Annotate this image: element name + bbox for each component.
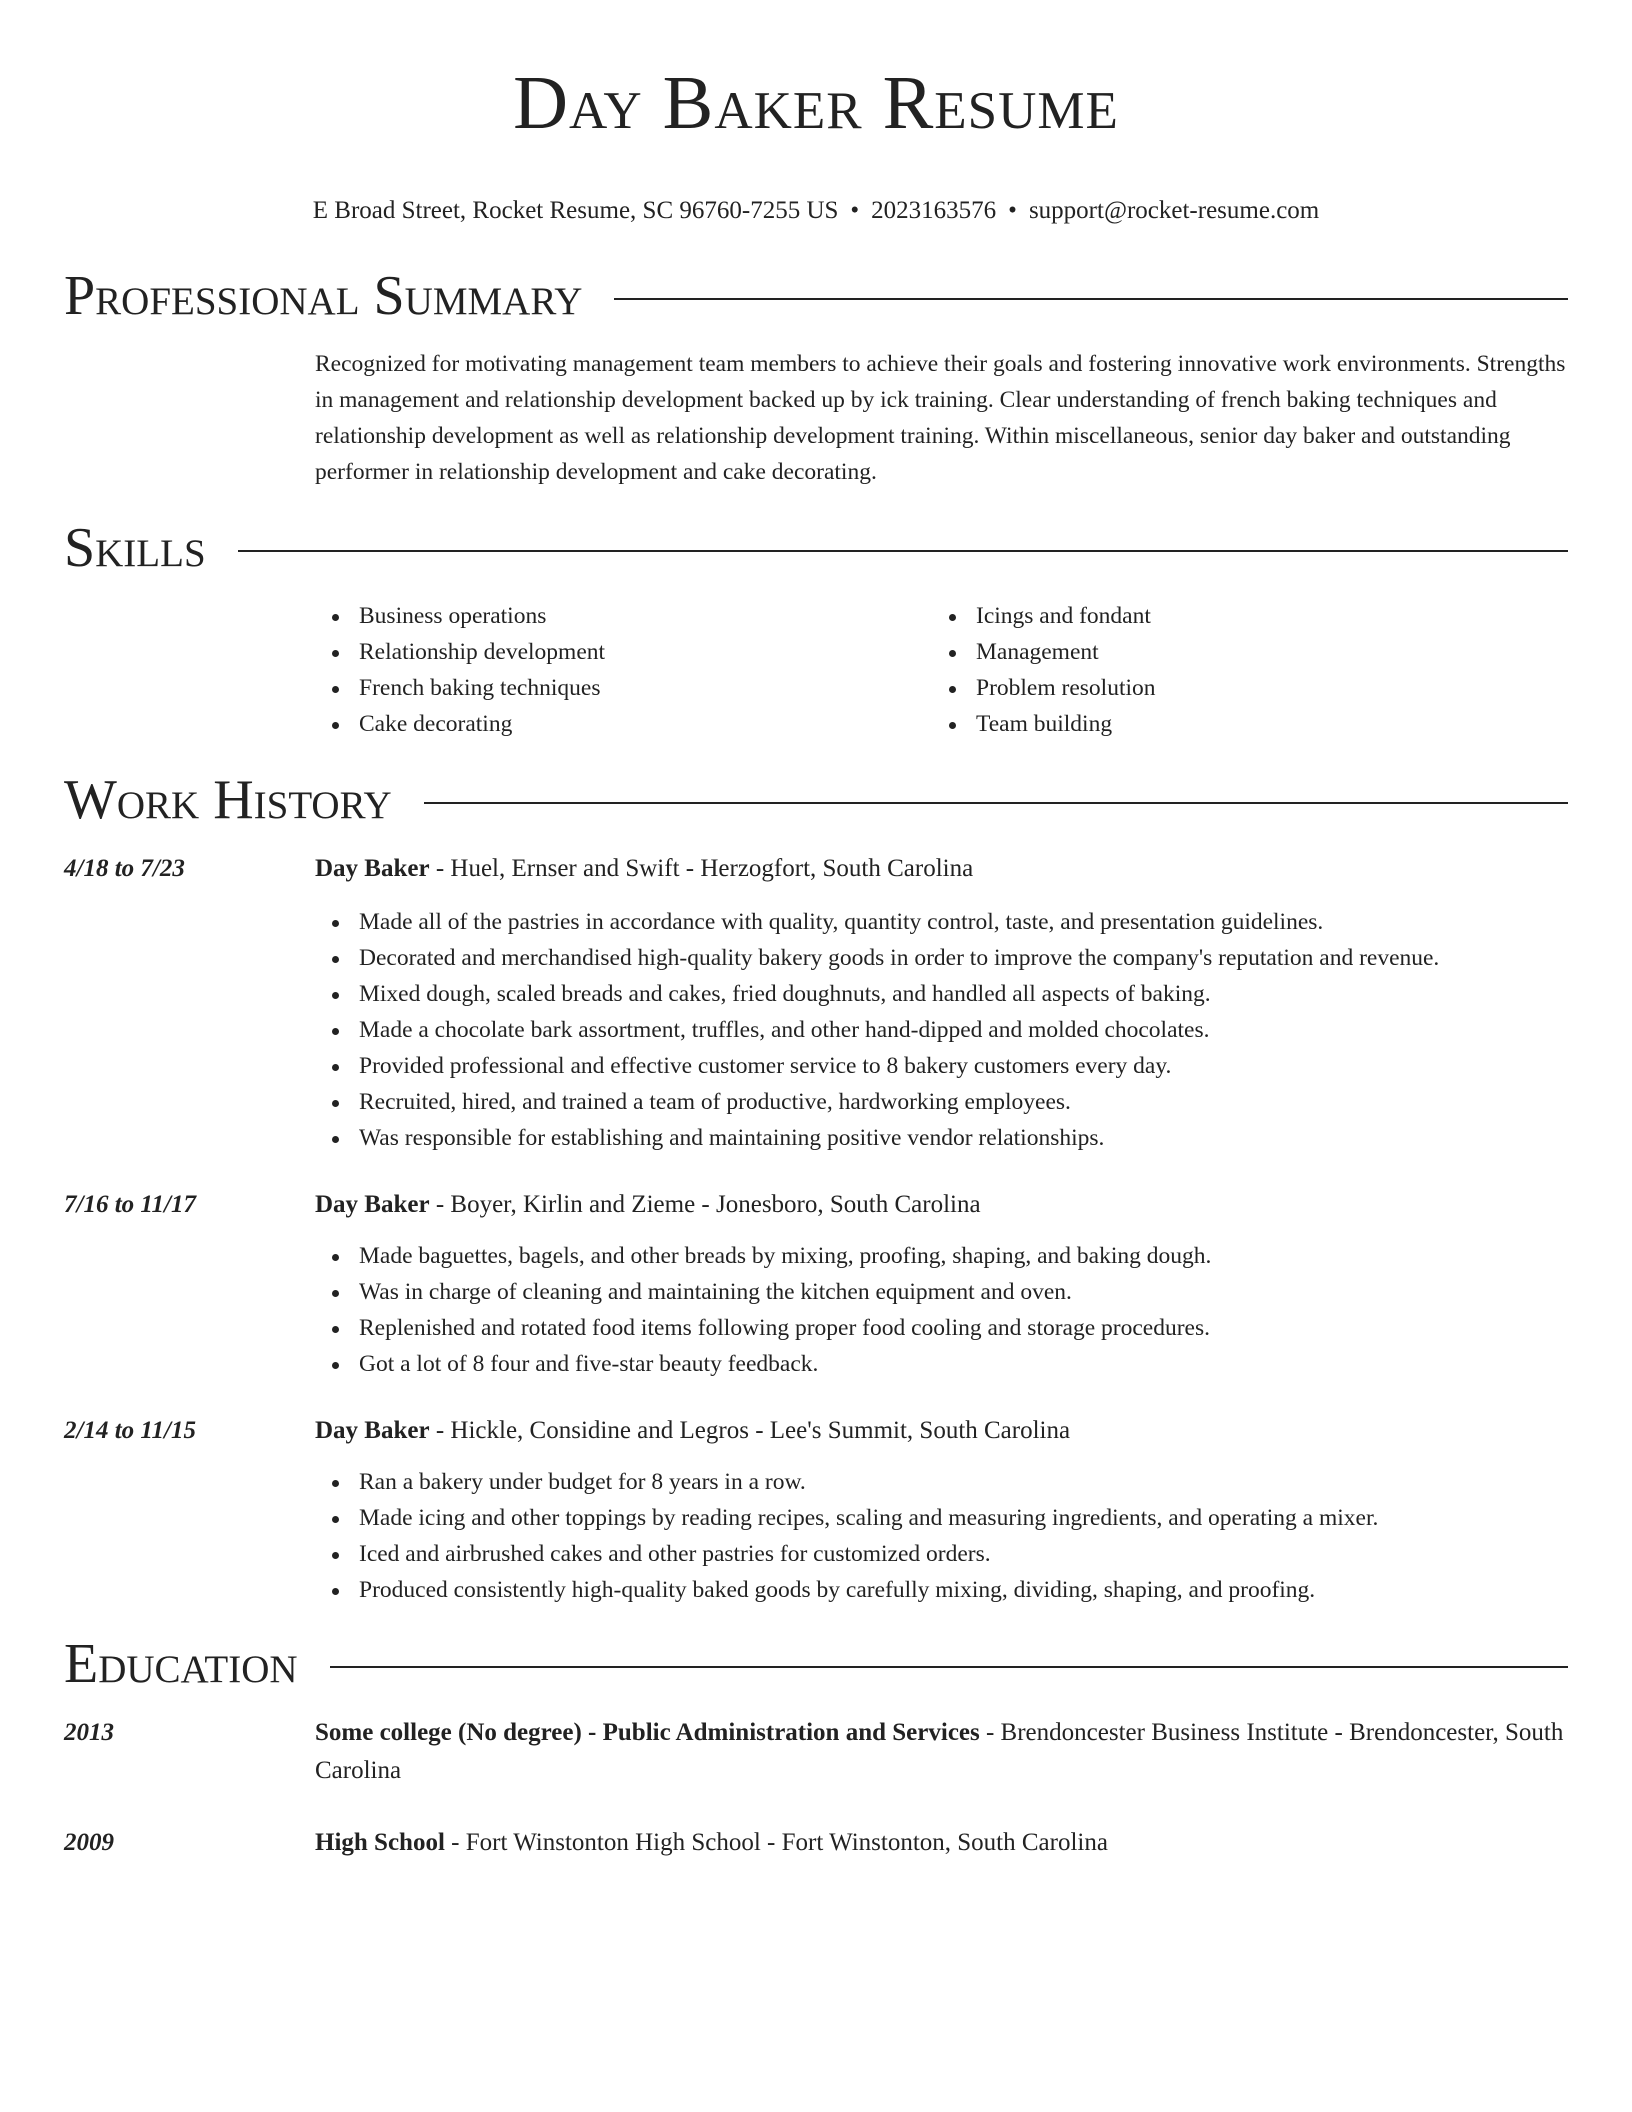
- job-employer: - Hickle, Considine and Legros - Lee's Summit, South Carolina: [429, 1417, 1071, 1444]
- job-bullet: Mixed dough, scaled breads and cakes, fried doughnuts, and handled all aspects of baking.: [315, 976, 1568, 1012]
- job-date: 7/16 to 11/17: [64, 1191, 196, 1218]
- resume-name: Day Baker Resume: [513, 61, 1119, 145]
- job-role: Day Baker: [315, 855, 430, 882]
- contact-email: support@rocket-resume.com: [1028, 197, 1320, 224]
- job-title-line: [315, 1412, 1568, 1450]
- summary-section-header: [64, 264, 1568, 328]
- contact-line: [64, 196, 1568, 226]
- resume-page: [64, 0, 1568, 1862]
- education-title-line: [315, 1824, 1568, 1862]
- education-section-header: [64, 1632, 1568, 1696]
- education-degree: Some college (No degree) - Public Administration and Services: [315, 1719, 980, 1746]
- job-date: 2/14 to 11/15: [64, 1417, 196, 1444]
- skill-item: Icings and fondant: [932, 598, 1549, 634]
- job-bullet: Iced and airbrushed cakes and other pastries for customized orders.: [315, 1536, 1568, 1572]
- education-school: - Fort Winstonton High School - Fort Winstonton, South Carolina: [444, 1829, 1108, 1856]
- skill-item: Problem resolution: [932, 670, 1549, 706]
- skill-item: Management: [932, 634, 1549, 670]
- job-details: [315, 850, 1568, 1156]
- work-section-header: [64, 768, 1568, 832]
- section-divider: [330, 1666, 1568, 1668]
- skill-item: Team building: [932, 706, 1549, 742]
- job-bullet: Got a lot of 8 four and five-star beauty feedback.: [315, 1346, 1568, 1382]
- job-bullet: Replenished and rotated food items following proper food cooling and storage procedures.: [315, 1310, 1568, 1346]
- job-date: 4/18 to 7/23: [64, 855, 185, 882]
- section-title-skills: Skills: [64, 517, 206, 579]
- job-bullets: [315, 1464, 1568, 1608]
- summary-text: Recognized for motivating management team members to achieve their goals and fostering innovative work environments. Strengths in management and relationship development backed up by ick training. Clear understanding of french baking techniques and relationship development as well as relationship development training. Within miscellaneous, senior day baker and outstanding performer in relationship development and cake decorating.: [315, 351, 1566, 485]
- education-entry: [64, 1714, 1568, 1790]
- skills-column-right: [932, 598, 1549, 742]
- job-bullet: Made baguettes, bagels, and other breads by mixing, proofing, shaping, and baking dough.: [315, 1238, 1568, 1274]
- contact-separator: •: [850, 197, 860, 224]
- skills-list: [315, 598, 1568, 742]
- job-role: Day Baker: [315, 1417, 430, 1444]
- job-bullet: Made all of the pastries in accordance with quality, quantity control, taste, and presentation guidelines.: [315, 904, 1568, 940]
- section-title-summary: Professional Summary: [64, 265, 583, 327]
- job-bullet: Was responsible for establishing and maintaining positive vendor relationships.: [315, 1120, 1568, 1156]
- education-degree: High School: [315, 1829, 445, 1856]
- section-divider: [424, 802, 1568, 804]
- skill-item: Relationship development: [315, 634, 932, 670]
- job-entry: [64, 1186, 1568, 1382]
- job-details: [315, 1412, 1568, 1608]
- contact-address: E Broad Street, Rocket Resume, SC 96760-7255 US: [312, 197, 839, 224]
- job-role: Day Baker: [315, 1191, 430, 1218]
- education-school: - Brendoncester Business Institute - Brendoncester, South Carolina: [315, 1719, 1564, 1784]
- job-title-line: [315, 850, 1568, 888]
- education-details: [315, 1714, 1568, 1790]
- job-details: [315, 1186, 1568, 1382]
- skills-section-header: [64, 516, 1568, 580]
- job-bullets: [315, 1238, 1568, 1382]
- section-divider: [614, 298, 1568, 300]
- section-title-education: Education: [64, 1633, 298, 1695]
- education-date: 2009: [64, 1829, 114, 1856]
- job-bullet: Produced consistently high-quality baked goods by carefully mixing, dividing, shaping, and proofing.: [315, 1572, 1568, 1608]
- job-entry: [64, 850, 1568, 1156]
- skill-item: Business operations: [315, 598, 932, 634]
- skill-item: French baking techniques: [315, 670, 932, 706]
- section-divider: [238, 550, 1568, 552]
- job-bullet: Made a chocolate bark assortment, truffles, and other hand-dipped and molded chocolates.: [315, 1012, 1568, 1048]
- skill-item: Cake decorating: [315, 706, 932, 742]
- education-date: 2013: [64, 1719, 114, 1746]
- education-details: [315, 1824, 1568, 1862]
- section-title-work: Work History: [64, 769, 392, 831]
- job-bullet: Provided professional and effective customer service to 8 bakery customers every day.: [315, 1048, 1568, 1084]
- contact-separator: •: [1008, 197, 1017, 224]
- job-bullet: Decorated and merchandised high-quality bakery goods in order to improve the company's reputation and revenue.: [315, 940, 1568, 976]
- job-employer: - Huel, Ernser and Swift - Herzogfort, South Carolina: [429, 855, 974, 882]
- job-bullet: Made icing and other toppings by reading recipes, scaling and measuring ingredients, and operating a mixer.: [315, 1500, 1568, 1536]
- job-bullet: Recruited, hired, and trained a team of productive, hardworking employees.: [315, 1084, 1568, 1120]
- job-bullets: [315, 904, 1568, 1156]
- job-entry: [64, 1412, 1568, 1608]
- summary-body: [315, 346, 1568, 490]
- skills-column-left: [315, 598, 932, 742]
- job-bullet: Was in charge of cleaning and maintaining the kitchen equipment and oven.: [315, 1274, 1568, 1310]
- contact-phone: 2023163576: [871, 197, 997, 224]
- job-title-line: [315, 1186, 1568, 1224]
- education-entry: [64, 1824, 1568, 1862]
- job-employer: - Boyer, Kirlin and Zieme - Jonesboro, South Carolina: [429, 1191, 981, 1218]
- education-title-line: [315, 1714, 1568, 1790]
- job-bullet: Ran a bakery under budget for 8 years in a row.: [315, 1464, 1568, 1500]
